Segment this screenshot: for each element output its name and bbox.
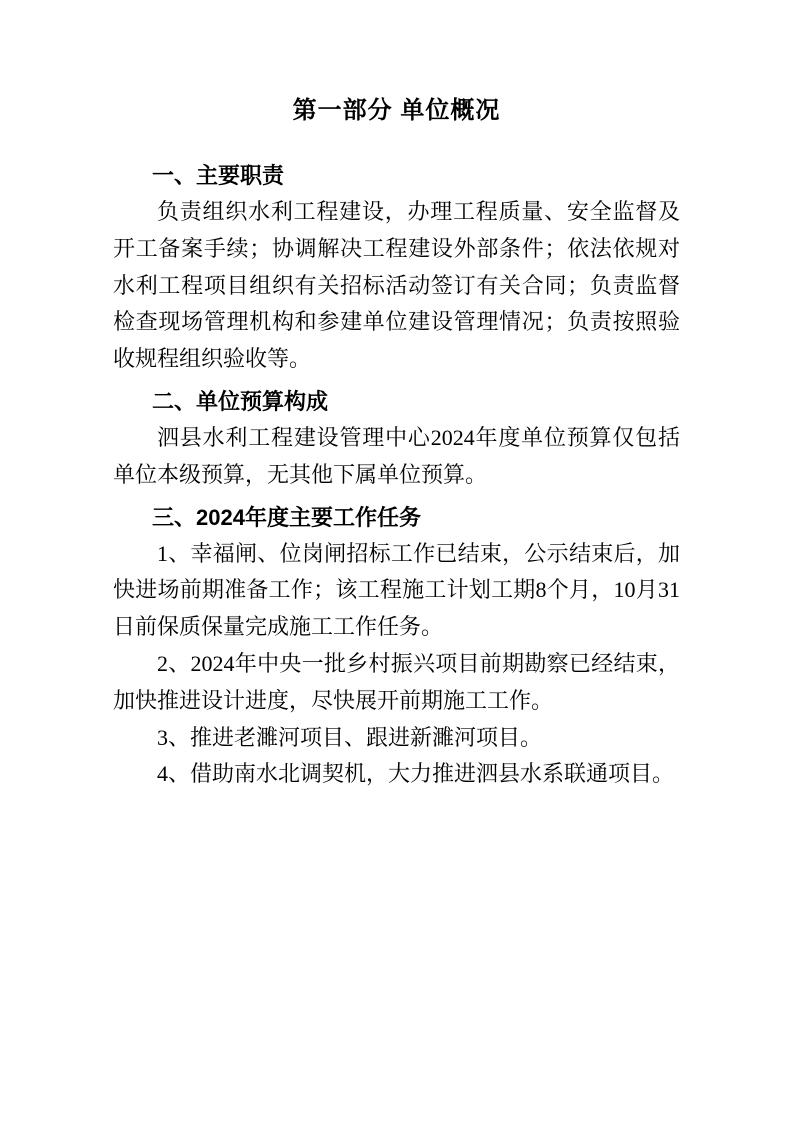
- section-heading-budget-composition: 二、单位预算构成: [152, 388, 329, 414]
- section-work-tasks: [113, 499, 680, 794]
- paragraph-task-3: 3、推进老濉河项目、跟进新濉河项目。: [157, 724, 543, 750]
- document-title: 第一部分 单位概况: [292, 97, 501, 124]
- section-main-duties: [113, 157, 680, 378]
- paragraph-task-2: 2、2024年中央一批乡村振兴项目前期勘察已经结束，加快推进设计进度，尽快展开前期施工工作。: [113, 650, 680, 713]
- paragraph-main-duties: 负责组织水利工程建设，办理工程质量、安全监督及开工备案手续；协调解决工程建设外部条件；依法依规对水利工程项目组织有关招标活动签订有关合同；负责监督检查现场管理机构和参建单位建设管理情况；负责按照验收规程组织验收等。: [113, 199, 680, 372]
- paragraph-task-4: 4、借助南水北调契机，大力推进泗县水系联通项目。: [157, 761, 675, 787]
- section-budget-composition: [113, 383, 680, 494]
- section-heading-main-duties: 一、主要职责: [152, 163, 285, 188]
- paragraph-budget-composition: 泗县水利工程建设管理中心2024年度单位预算仅包括单位本级预算，无其他下属单位预算。: [113, 424, 680, 487]
- paragraph-task-1: 1、幸福闸、位岗闸招标工作已结束，公示结束后，加快进场前期准备工作；该工程施工计划工期8个月，10月31日前保质保量完成施工工作任务。: [113, 540, 680, 640]
- section-heading-work-tasks: 三、2024年度主要工作任务: [152, 504, 421, 530]
